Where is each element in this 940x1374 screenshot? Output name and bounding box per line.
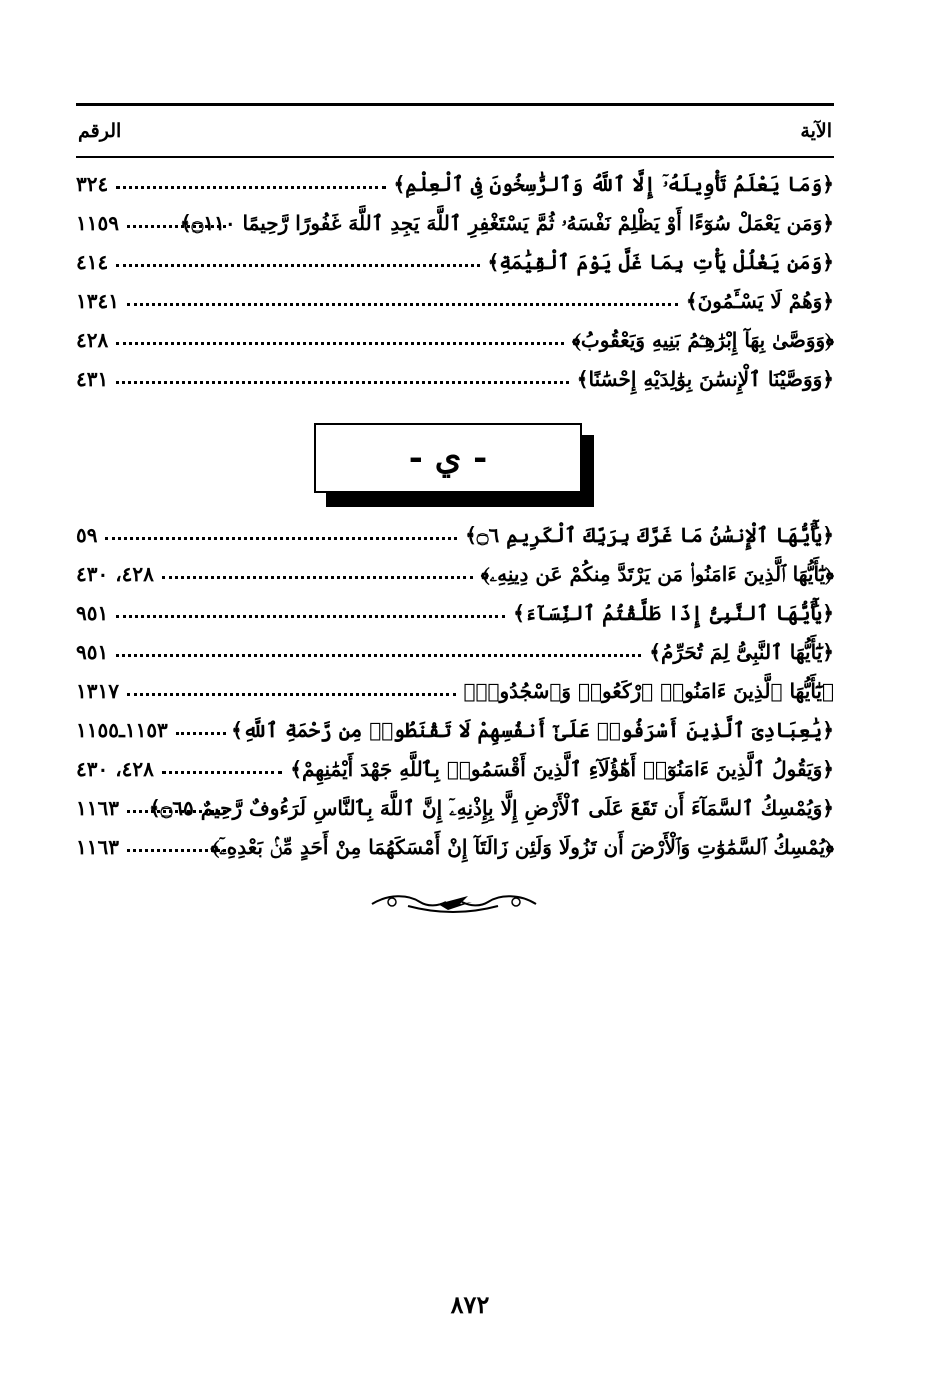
verse-text: ﴿يَٰٓأَيُّهَا ٱلَّذِينَ ءَامَنُوا۟ ٱرْكَعُوا۟ وَٱسْجُدُوا۟﴾: [463, 678, 834, 703]
verse-list-ya: [76, 515, 834, 866]
page-reference: ٩٥١: [76, 639, 109, 664]
list-item: [76, 515, 834, 554]
verse-text: ﴿يَٰٓأَيُّهَا ٱلَّذِينَ ءَامَنُوا۟ مَن يَرْتَدَّ مِنكُمْ عَن دِينِهِۦ﴾: [480, 561, 834, 586]
list-item: [76, 827, 834, 866]
dot-leader: [162, 564, 473, 584]
page-reference: ٤٣١: [76, 366, 109, 391]
dot-leader: [127, 681, 456, 701]
list-item: [76, 554, 834, 593]
list-item: [76, 671, 834, 710]
list-item: [76, 320, 834, 359]
verse-text: ﴿يَٰٓأَيُّهَا ٱلْإِنسَٰنُ مَا غَرَّكَ بِرَبِّكَ ٱلْكَرِيمِ ۝٦﴾: [465, 522, 834, 547]
verse-text: ﴿يُمْسِكُ ٱلسَّمَٰوَٰتِ وَٱلْأَرْضَ أَن تَزُولَا وَلَئِن زَالَتَآ إِنْ أَمْسَكَهُمَا مِنْ أَحَدٍ مِّنۢ بَعْدِهِۦٓ﴾: [210, 834, 834, 859]
dot-leader: [116, 642, 641, 662]
list-item: [76, 281, 834, 320]
verse-text: ﴿وَيُمْسِكُ ٱلسَّمَآءَ أَن تَقَعَ عَلَى ٱلْأَرْضِ إِلَّا بِإِذْنِهِۦٓ إِنَّ ٱللَّهَ بِٱلنَّاسِ لَرَءُوفٌ رَّحِيمٌ ۝٦٥﴾: [148, 795, 834, 820]
verse-text: ﴿وَمَن يَغْلُلْ يَأْتِ بِمَا غَلَّ يَوْمَ ٱلْقِيَٰمَةِ﴾: [487, 249, 834, 274]
list-item: [76, 749, 834, 788]
list-item: [76, 359, 834, 398]
page-reference: ٩٥١: [76, 600, 109, 625]
dot-leader: [127, 291, 678, 311]
dot-leader: [127, 837, 226, 857]
table-header: [76, 103, 834, 158]
verse-text: ﴿يَٰٓأَيُّهَا ٱلنَّبِىُّ إِذَا طَلَّقْتُمُ ٱلنِّسَآءَ﴾: [513, 600, 834, 625]
list-item: [76, 788, 834, 827]
number-column-heading: الرقم: [78, 120, 122, 142]
dot-leader: [116, 174, 385, 194]
verse-column-heading: الآية: [800, 120, 832, 142]
dot-leader: [116, 603, 505, 623]
list-item: [76, 632, 834, 671]
page-reference: ١١٦٣: [76, 834, 119, 859]
page-reference: ٤٢٨، ٤٣٠: [76, 561, 154, 586]
verse-text: ﴿وَمَا يَعْلَمُ تَأْوِيلَهُۥٓ إِلَّا ٱللَّهُ وَٱلرَّٰسِخُونَ فِى ٱلْعِلْمِ﴾: [393, 171, 834, 196]
dot-leader: [162, 759, 282, 779]
verse-text: ﴿وَوَصَّيْنَا ٱلْإِنسَٰنَ بِوَٰلِدَيْهِ إِحْسَٰنًا﴾: [576, 366, 834, 391]
verse-text: ﴿يَٰٓأَيُّهَا ٱلنَّبِىُّ لِمَ تُحَرِّمُ﴾: [649, 639, 834, 664]
verse-text: ﴿وَهُمْ لَا يَسْـَٔمُونَ﴾: [685, 288, 834, 313]
page-reference: ١١٥٩: [76, 210, 119, 235]
dot-leader: [116, 369, 569, 389]
page-reference: ١٣١٧: [76, 678, 119, 703]
dot-leader: [176, 720, 226, 740]
page-reference: ٤١٤: [76, 249, 109, 274]
verse-list-top: [76, 164, 834, 398]
page-reference: ٥٩: [76, 522, 98, 547]
page-reference: ٤٢٨، ٤٣٠: [76, 756, 154, 781]
list-item: [76, 164, 834, 203]
list-item: [76, 593, 834, 632]
verse-text: ﴿يَٰعِبَادِىَ ٱلَّذِينَ أَسْرَفُوا۟ عَلَىٰٓ أَنفُسِهِمْ لَا تَقْنَطُوا۟ مِن رَّحْمَةِ ٱللَّهِ﴾: [231, 717, 834, 742]
verse-text: ﴿وَمَن يَعْمَلْ سُوٓءًا أَوْ يَظْلِمْ نَفْسَهُۥ ثُمَّ يَسْتَغْفِرِ ٱللَّهَ يَجِدِ ٱللَّهَ غَفُورًا رَّحِيمًا ۝١١٠﴾: [179, 210, 834, 235]
page-reference: ١١٦٣: [76, 795, 119, 820]
letter-heading-box: [314, 423, 594, 507]
dot-leader: [116, 252, 479, 272]
page-reference: ١٣٤١: [76, 288, 119, 313]
dot-leader: [116, 330, 564, 350]
list-item: [76, 710, 834, 749]
page-reference: ٤٢٨: [76, 327, 109, 352]
page-reference: ٣٢٤: [76, 171, 109, 196]
ornament-divider-icon: [368, 890, 540, 918]
dot-leader: [105, 525, 457, 545]
dot-leader: [127, 798, 226, 818]
page-reference: ١١٥٣ـ١١٥٥: [76, 717, 168, 742]
list-item: [76, 203, 834, 242]
dot-leader: [127, 213, 226, 233]
verse-text: ﴿وَوَصَّىٰ بِهَآ إِبْرَٰهِـۧمُ بَنِيهِ وَيَعْقُوبُ﴾: [572, 327, 834, 352]
letter-heading: - ي -: [314, 423, 582, 493]
verse-text: ﴿وَيَقُولُ ٱلَّذِينَ ءَامَنُوٓا۟ أَهَٰٓؤُلَآءِ ٱلَّذِينَ أَقْسَمُوا۟ بِٱللَّهِ جَهْدَ أَيْمَٰنِهِمْ﴾: [290, 756, 834, 781]
list-item: [76, 242, 834, 281]
page-number: ٨٧٢: [450, 1290, 490, 1319]
